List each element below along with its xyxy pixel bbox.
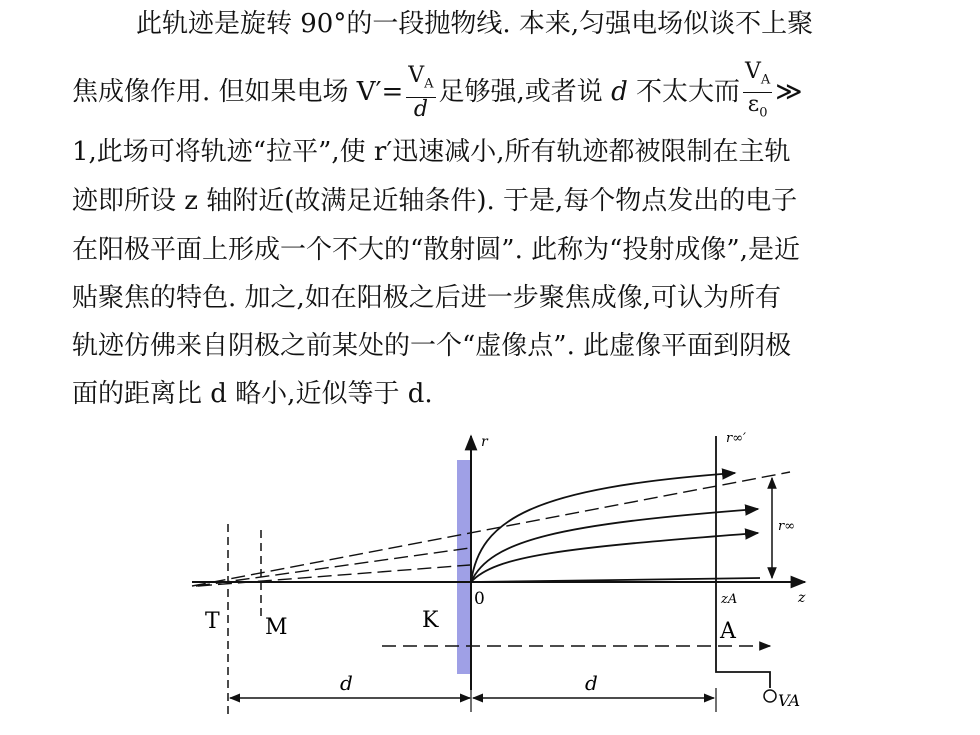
text-line-3: 1,此场可将轨迹“拉平”,使 r′迅速减小,所有轨迹都被限制在主轨 xyxy=(72,137,791,167)
label-z: z xyxy=(798,590,806,606)
text-line-5: 在阳极平面上形成一个不大的“散射圆”. 此称为“投射成像”,是近 xyxy=(72,235,800,265)
label-a: A xyxy=(720,619,736,644)
label-za: zA xyxy=(721,592,738,607)
fraction-va-over-d: $\frac{V_A}{d}$ xyxy=(408,63,434,122)
text-line-4: 迹即所设 z 轴附近(故满足近轴条件). 于是,每个物点发出的电子 xyxy=(72,186,798,216)
anode-terminal xyxy=(764,690,776,702)
label-va: VA xyxy=(778,691,801,710)
label-r-inf: r∞ xyxy=(778,519,796,534)
label-r: r xyxy=(481,434,488,450)
label-r-inf-top: r∞′ xyxy=(726,431,746,446)
cathode-plate xyxy=(457,460,471,674)
text-line-7: 轨迹仿佛来自阴极之前某处的一个“虚像点”. 此虚像平面到阴极 xyxy=(72,331,792,361)
label-origin: 0 xyxy=(474,589,485,609)
trajectory-3 xyxy=(471,533,758,582)
text-line-8: 面的距离比 d 略小,近似等于 d. xyxy=(72,379,433,409)
text-line-2: 焦成像作用. 但如果电场 V′= $\frac{V_A}{d}$ 足够强,或者说 d 不太大而 $\frac{V_A}{\varepsilon_0}$ ≫ xyxy=(72,60,803,126)
virtual-ray-mid xyxy=(196,548,470,586)
label-d-right: d xyxy=(585,671,598,695)
label-d-left: d xyxy=(340,671,353,695)
text-line-6: 贴聚焦的特色. 加之,如在阳极之后进一步聚焦成像,可认为所有 xyxy=(72,283,782,313)
label-m: M xyxy=(265,615,288,640)
fraction-va-over-eps0: $\frac{V_A}{\varepsilon_0}$ xyxy=(745,59,771,121)
text-line-1: 此轨迹是旋转 90°的一段抛物线. 本来,匀强电场似谈不上聚 xyxy=(136,9,814,39)
label-t: T xyxy=(205,609,220,634)
label-k: K xyxy=(422,608,439,633)
